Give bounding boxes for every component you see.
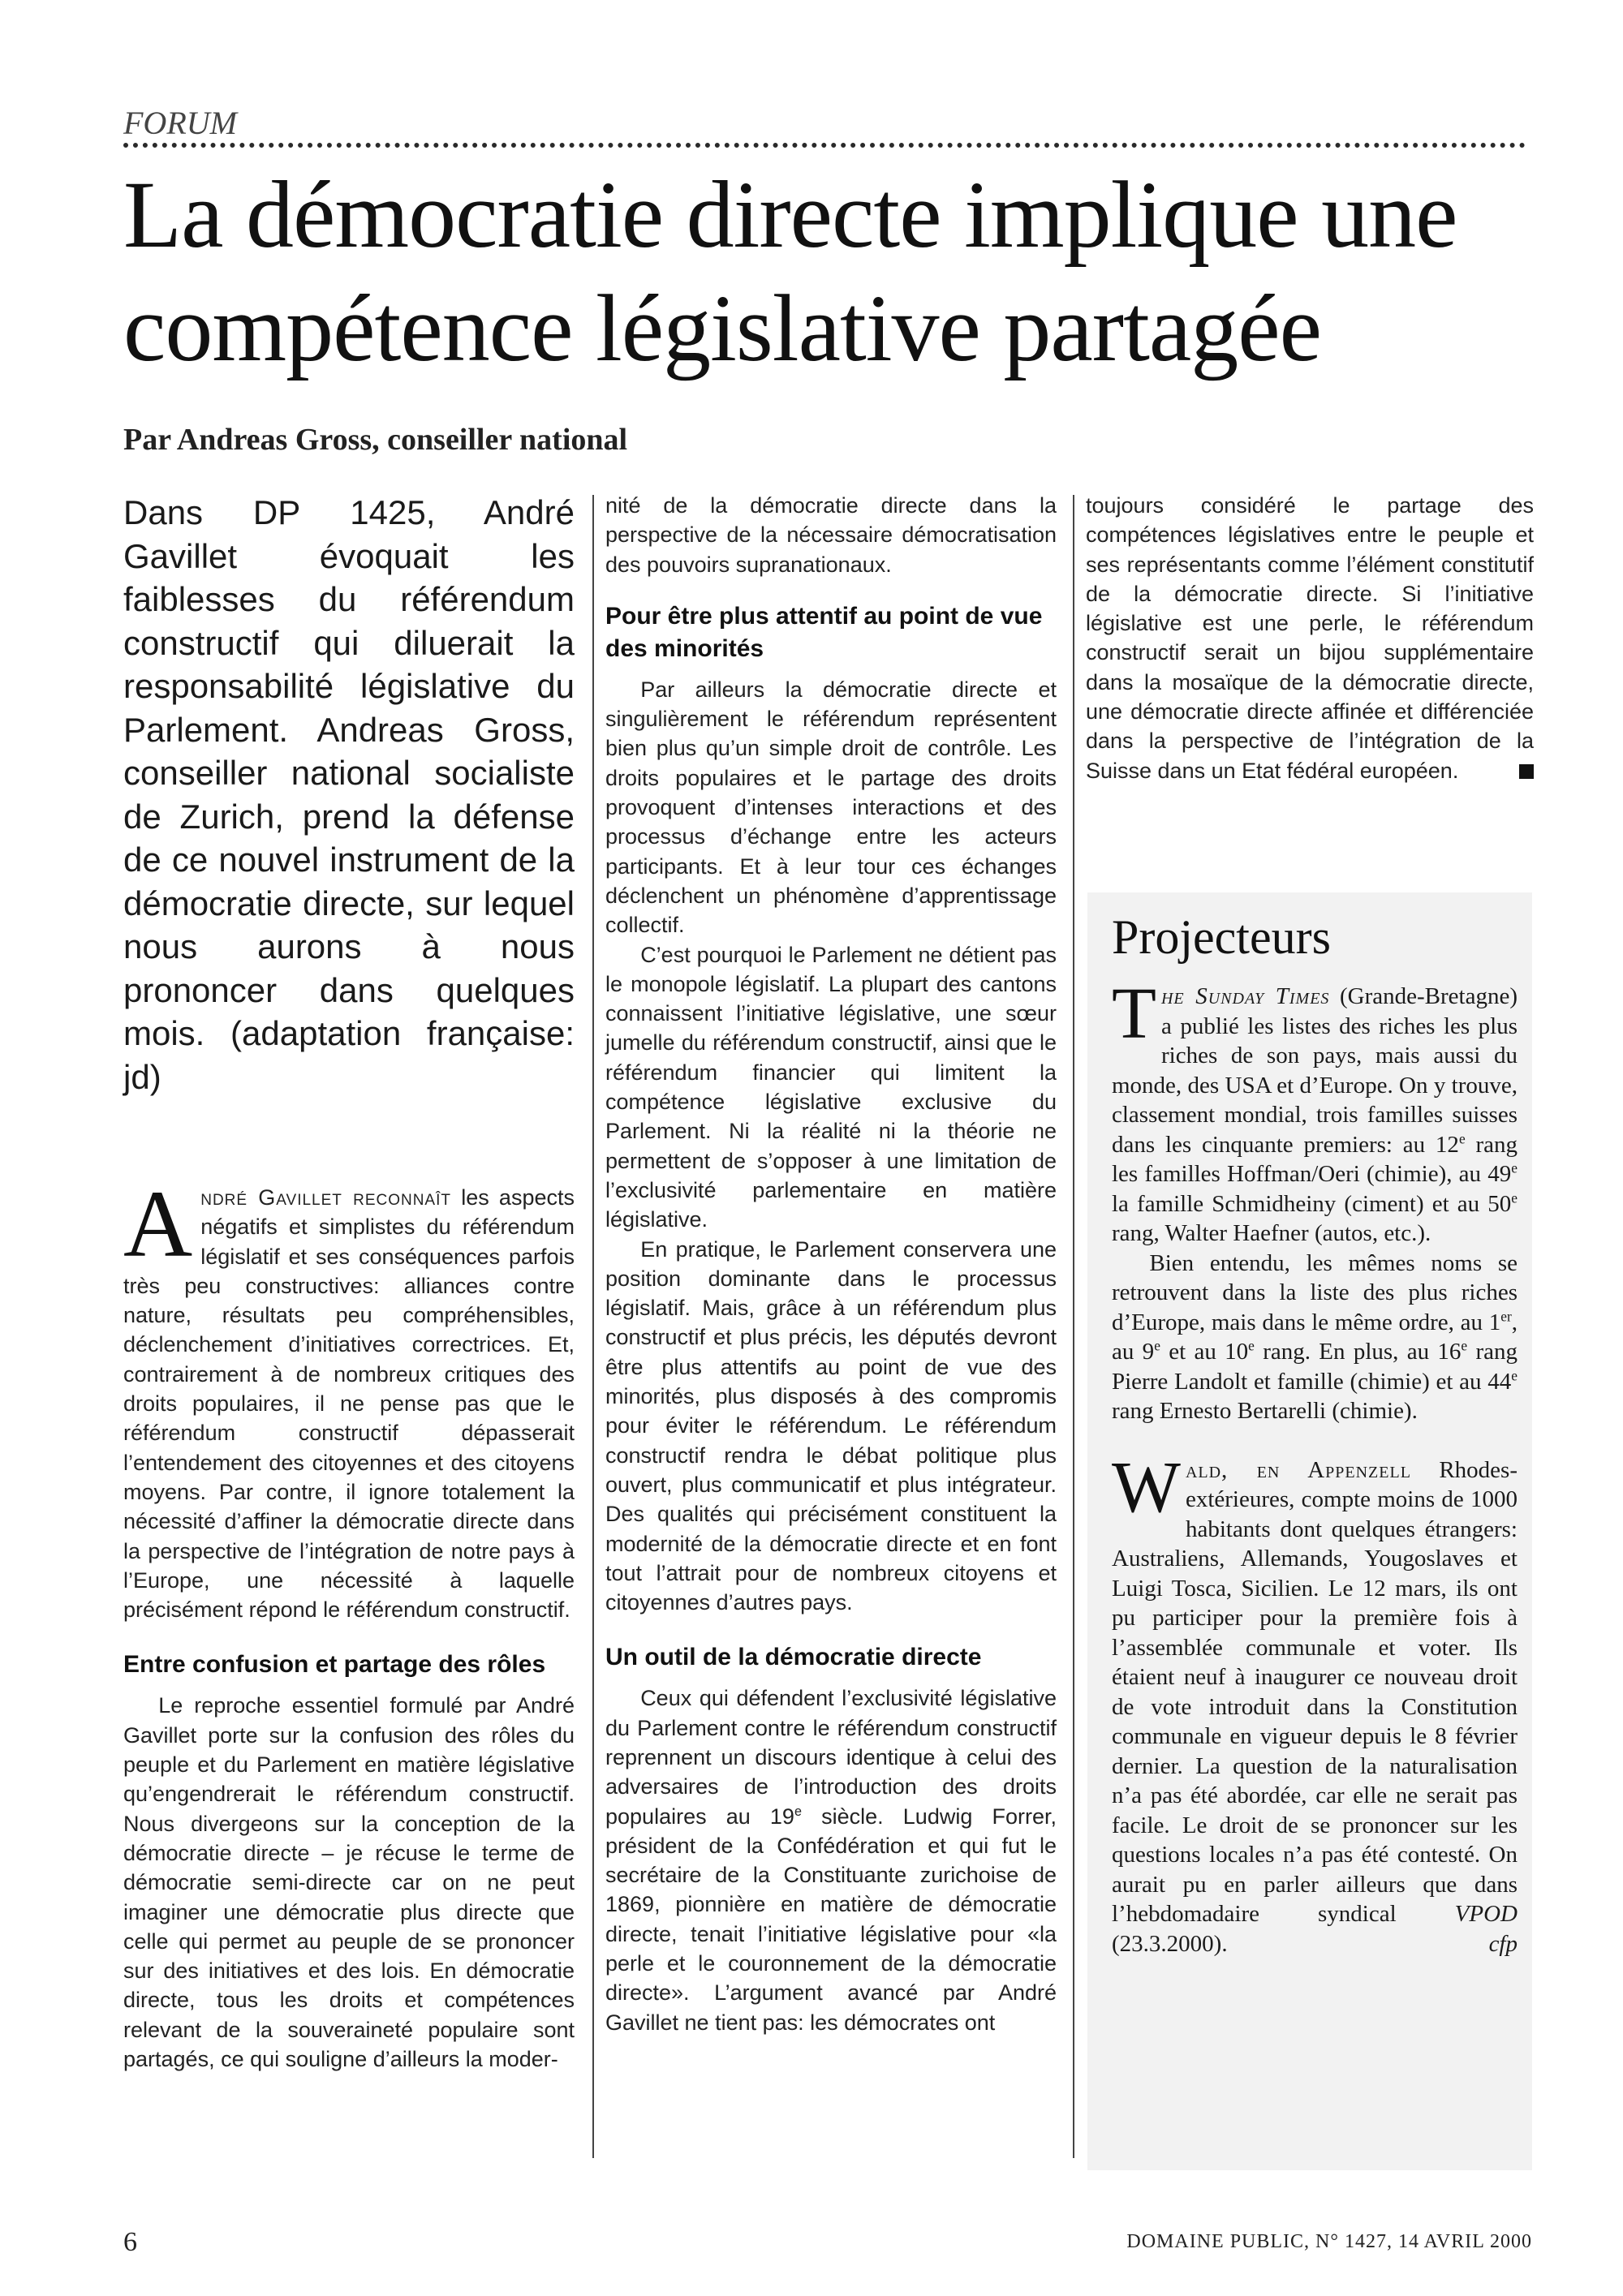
sidebar-box — [1087, 892, 1532, 2170]
intro-paragraph — [123, 1171, 575, 1624]
column-rule — [592, 495, 594, 2158]
end-mark-icon — [1519, 764, 1534, 779]
sidebar-item: The Sunday Times (Grande-Bretagne) a publié les listes des riches les plus riches de son pays, mais aussi du monde, des USA et d’Europe. On y trouve, classement mondial, trois familles suisses dans les cinquante premiers: au 12e rang les familles Hoffman/Oeri (chimie), au 49e la famille Schmidheiny (ciment) et au 50e rang, Walter Haefner (autos, etc.). — [1112, 974, 1518, 1246]
lead-paragraph: Dans DP 1425, André Gavillet évoquait les faiblesses du référendum constructif qui diluerait la responsabilité législative du Parlement. Andreas Gross, conseiller national socialiste de Zurich, prend la défense de ce nouvel instrument de la démocratie directe, sur lequel nous aurons à nous prononcer dans quelques mois. (adaptation française: jd) — [123, 493, 575, 1096]
paragraph: C’est pourquoi le Parlement ne détient pas le monopole législatif. La plupart des cantons connaissent l’initiative législative, une sœur jumelle du référendum constructif, ainsi que le référendum financier qui limitent la compétence législative exclusive du Parlement. Ni la réalité ni la théorie ne permettent de s’opposer à une limitation de l’exclusivité parlementaire en matière législative. — [605, 942, 1057, 1232]
drop-cap: A — [123, 1171, 193, 1277]
sidebar-item: Bien entendu, les mêmes noms se retrouvent dans la liste des plus riches d’Europe, mais dans le même ordre, au 1er, au 9e et au 10e rang. En plus, au 16e rang Pierre Landolt et famille (chimie) et au 44e rang Ernesto Bertarelli (chimie). — [1112, 1249, 1518, 1424]
subheading-tool: Un outil de la démocratie directe — [605, 1644, 982, 1671]
intro-paragraph-text: les aspects négatifs et simplistes du référendum législatif et ses conséquences parfois très peu constructives: alliances contre nature, résultats peu compréhensibles, déclenchement d’initiatives correctrices. Et, contrairement à de nombreux critiques des droits populaires, il ne pense pas que le référendum constructif dépasserait l’entendement des citoyennes et des citoyens moyens. Par contre, il ignore totalement la nécessité d’affiner la démocratie directe dans la perspective de l’intégration de notre pays à l’Europe, une nécessité à laquelle précisément répond le référendum constructif. — [123, 1185, 575, 1623]
sidebar-item: Wald, en Appenzell Rhodes-extérieures, compte moins de 1000 habitants dont quelques étrangers: Australiens, Allemands, Yougoslaves et Luigi Tosca, Sicilien. Le 12 mars, ils ont pu participer pour la première fois à l’assemblée communale et voter. Ils étaient neuf à inaugurer ce nouveau droit de vote introduit dans la Constitution communale en vigueur depuis le 8 février dernier. La question de la naturalisation n’a pas été abordée, car elle ne serait pas facile. Le droit de se prononcer sur les questions locales n’a pas été contesté. On aurait pu en parler ailleurs que dans l’hebdomadaire syndical VPOD (23.3.2000). cfp — [1112, 1455, 1518, 1959]
column-3 — [1086, 491, 1534, 785]
drop-cap: W — [1112, 1447, 1181, 1528]
column-2 — [605, 491, 1057, 2037]
paragraph: toujours considéré le partage des compétences législatives entre le peuple et ses représentants comme l’élément constitutif de la démocratie directe. Si l’initiative législative est une perle, le référendum constructif serait un bijou supplémentaire dans la mosaïque de la démocratie directe, une démocratie directe affinée et différenciée dans la perspective de l’intégration de la Suisse dans un Etat fédéral européen. — [1086, 493, 1534, 783]
section-tag: FORUM — [123, 105, 237, 141]
sidebar-title: Projecteurs — [1112, 910, 1331, 964]
paragraph: nité de la démocratie directe dans la perspective de la nécessaire démocratisation des pouvoirs supranationaux. — [605, 493, 1057, 577]
paragraph: Par ailleurs la démocratie directe et singulièrement le référendum représentent bien plus qu’un simple droit de contrôle. Les droits populaires et le partage des droits provoquent d’intenses interactions et des processus d’échange entre les acteurs participants. Et à leur tour ces échanges déclenchent un phénomène d’apprentissage collectif. — [605, 677, 1057, 938]
article-title: La démocratie directe implique une compétence législative partagée — [123, 161, 1457, 381]
subheading-roles: Entre confusion et partage des rôles — [123, 1651, 546, 1679]
paragraph: Ceux qui défendent l’exclusivité législative du Parlement contre le référendum constructif reprennent un discours identique à celui des adversaires de l’introduction des droits populaires au 19e siècle. Ludwig Forrer, président de la Confédération et qui fut le secrétaire de la Constituante zurichoise de 1869, pionnière en matière de démocratie directe, tenait l’initiative législative pour «la perle et le couronnement de la démocratie directe». L’argument avancé par André Gavillet ne tient pas: les démocrates ont — [605, 1686, 1057, 2035]
page-number: 6 — [123, 2227, 137, 2257]
paragraph: Le reproche essentiel formulé par André Gavillet porte sur la confusion des rôles du peuple et du Parlement en matière législative qu’engendrerait le référendum constructif. Nous divergeons sur la conception de la démocratie directe – je récuse le terme de démocratie semi-directe car on ne peut imaginer une démocratie plus directe que celle qui permet au peuple de se prononcer sur des initiatives et des lois. En démocratie directe, tous les droits et compétences relevant de la souveraineté populaire sont partagés, ce qui souligne d’ailleurs la moder- — [123, 1693, 575, 2072]
column-1 — [123, 491, 575, 2074]
subheading-minorities: Pour être plus attentif au point de vue des minorités — [605, 602, 1043, 662]
signature: cfp — [1488, 1930, 1518, 1957]
drop-cap: T — [1112, 974, 1156, 1054]
smallcaps-lead-in: ndré Gavillet reconnaît — [200, 1185, 451, 1210]
column-rule — [1073, 495, 1074, 2158]
paragraph: En pratique, le Parlement conservera une position dominante dans le processus législatif. Mais, grâce à un référendum plus constructif et plus précis, les députés devront être plus attentifs au point de vue des minorités, plus disposés à des compromis pour éviter le référendum. Le référendum constructif rendra le débat politique plus ouvert, plus communicatif et plus intégrateur. Des qualités qui précisément constituent la modernité de la démocratie directe et en font tout l’attrait pour de nombreux citoyens et citoyennes d’autres pays. — [605, 1236, 1057, 1615]
dotted-divider — [123, 143, 1526, 148]
byline: Par Andreas Gross, conseiller national — [123, 423, 628, 457]
publication-info: DOMAINE PUBLIC, N° 1427, 14 AVRIL 2000 — [1126, 2231, 1532, 2252]
